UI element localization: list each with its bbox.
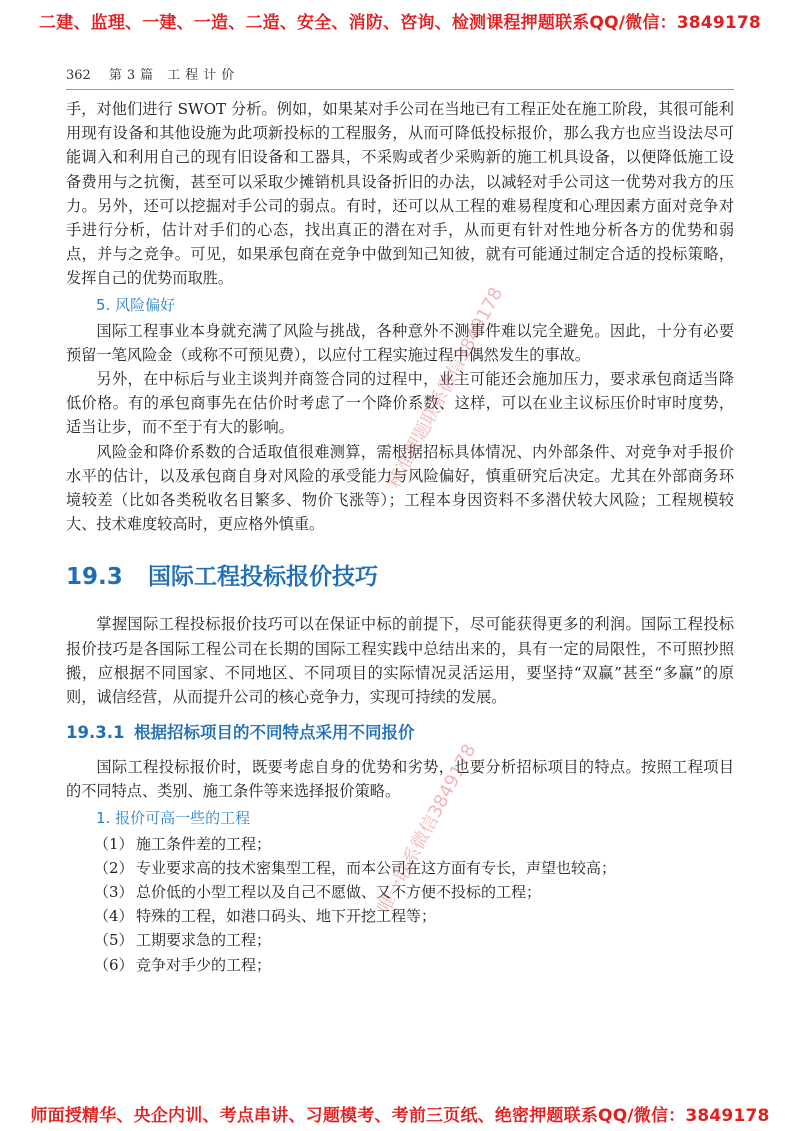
- page-number: 362: [66, 68, 91, 83]
- section-number: 19.3: [66, 564, 123, 591]
- part-title: 第3篇 工程计价: [108, 68, 240, 83]
- section-title: 国际工程投标报价技巧: [148, 564, 378, 591]
- list-item: [94, 904, 734, 928]
- list-item-number: （1）: [94, 834, 134, 853]
- list-item: [94, 953, 734, 977]
- list-item-text: 工期要求急的工程；: [136, 931, 272, 950]
- list-item-text: 专业要求高的技术密集型工程，而本公司在这方面有专长，声望也较高；: [136, 858, 617, 877]
- list-item-text: 施工条件差的工程；: [136, 834, 272, 853]
- list-item-text: 特殊的工程，如港口码头、地下开挖工程等；: [136, 907, 437, 926]
- paragraph: 另外，在中标后与业主谈判并商签合同的过程中，业主可能还会施加压力，要求承包商适当降低价格。有的承包商事先在估价时考虑了一个降价系数、这样，可以在业主议标压价时审时度势，适当让步，而不至于有大的影响。: [66, 370, 734, 437]
- subsection-number: 19.3.1: [66, 723, 125, 743]
- paragraph: 国际工程投标报价时，既要考虑自身的优势和劣势，也要分析招标项目的特点。按照工程项目的不同特点、类别、施工条件等来选择报价策略。: [66, 758, 734, 801]
- bottom-banner: 师面授精华、央企内训、考点串讲、习题模考、考前三页纸、绝密押题联系QQ/微信：3849178: [30, 1106, 770, 1126]
- section-heading-19-3: [66, 562, 734, 592]
- list-item: [94, 880, 734, 904]
- list-item-number: （5）: [94, 931, 134, 950]
- running-head: [66, 64, 734, 90]
- list-item: [94, 928, 734, 952]
- top-banner: 二建、监理、一建、一造、二造、安全、消防、咨询、检测课程押题联系QQ/微信：3849178: [39, 13, 761, 33]
- page-body: [66, 97, 734, 977]
- watermark-text: 精准押题联系微信3849178: [383, 283, 508, 492]
- list-item-number: （4）: [94, 907, 134, 926]
- list-item-number: （3）: [94, 883, 134, 902]
- paragraph: 掌握国际工程投标报价技巧可以在保证中标的前提下，尽可能获得更多的利润。国际工程投标报价技巧是各国际工程公司在长期的国际工程实践中总结出来的，具有一定的局限性，不可照抄照搬，应根据不同国家、不同地区、不同项目的实际情况灵活运用，要坚持“双赢”甚至“多赢”的原则，诚信经营，从而提升公司的核心竞争力，实现可持续的发展。: [66, 615, 734, 707]
- subsection-title: 根据招标项目的不同特点采用不同报价: [134, 723, 415, 743]
- paragraph: 风险金和降价系数的合适取值很难测算，需根据招标具体情况、内外部条件、对竞争对手报价水平的估计，以及承包商自身对风险的承受能力与风险偏好，慎重研究后决定。尤其在外部商务环境较差（比如各类税收名目繁多、物价飞涨等）；工程本身因资料不多潜伏较大风险；工程规模较大、技术难度较高时，更应格外慎重。: [66, 442, 734, 534]
- subheading-high-price: 1. 报价可高一些的工程: [96, 808, 251, 827]
- list-item-number: （2）: [94, 858, 134, 877]
- list-item-number: （6）: [94, 955, 134, 974]
- list-item-text: 竞争对手少的工程；: [136, 955, 272, 974]
- subheading-risk: 5. 风险偏好: [96, 295, 176, 314]
- watermark-text: 唯一联系微信3849178: [373, 740, 481, 917]
- paragraph: 国际工程事业本身就充满了风险与挑战，各种意外不测事件难以完全避免。因此，十分有必要预留一笔风险金（或称不可预见费），以应付工程实施过程中偶然发生的事故。: [66, 321, 734, 364]
- list-item-text: 总价低的小型工程以及自己不愿做、又不方便不投标的工程；: [136, 883, 542, 902]
- paragraph: 手，对他们进行 SWOT 分析。例如，如果某对手公司在当地已有工程正处在施工阶段，其很可能利用现有设备和其他设施为此项新投标的工程服务，从而可降低投标报价，那么我方也应当设法尽可能调入和利用自己的现有旧设备和工器具，不采购或者少采购新的施工机具设备，以便降低施工设备费用与之抗衡，甚至可以采取少摊销机具设备折旧的办法，以减轻对手公司这一优势对我方的压力。另外，还可以挖掘对手公司的弱点。有时，还可以从工程的难易程度和心理因素方面对竞争对手进行分析，估计对手们的心态，找出真正的潜在对手，从而更有针对性地分析各方的优势和弱点，并与之竞争。可见，如果承包商在竞争中做到知己知彼，就有可能通过制定合适的投标策略，发挥自己的优势而取胜。: [66, 100, 734, 288]
- subsection-heading-19-3-1: [66, 721, 734, 745]
